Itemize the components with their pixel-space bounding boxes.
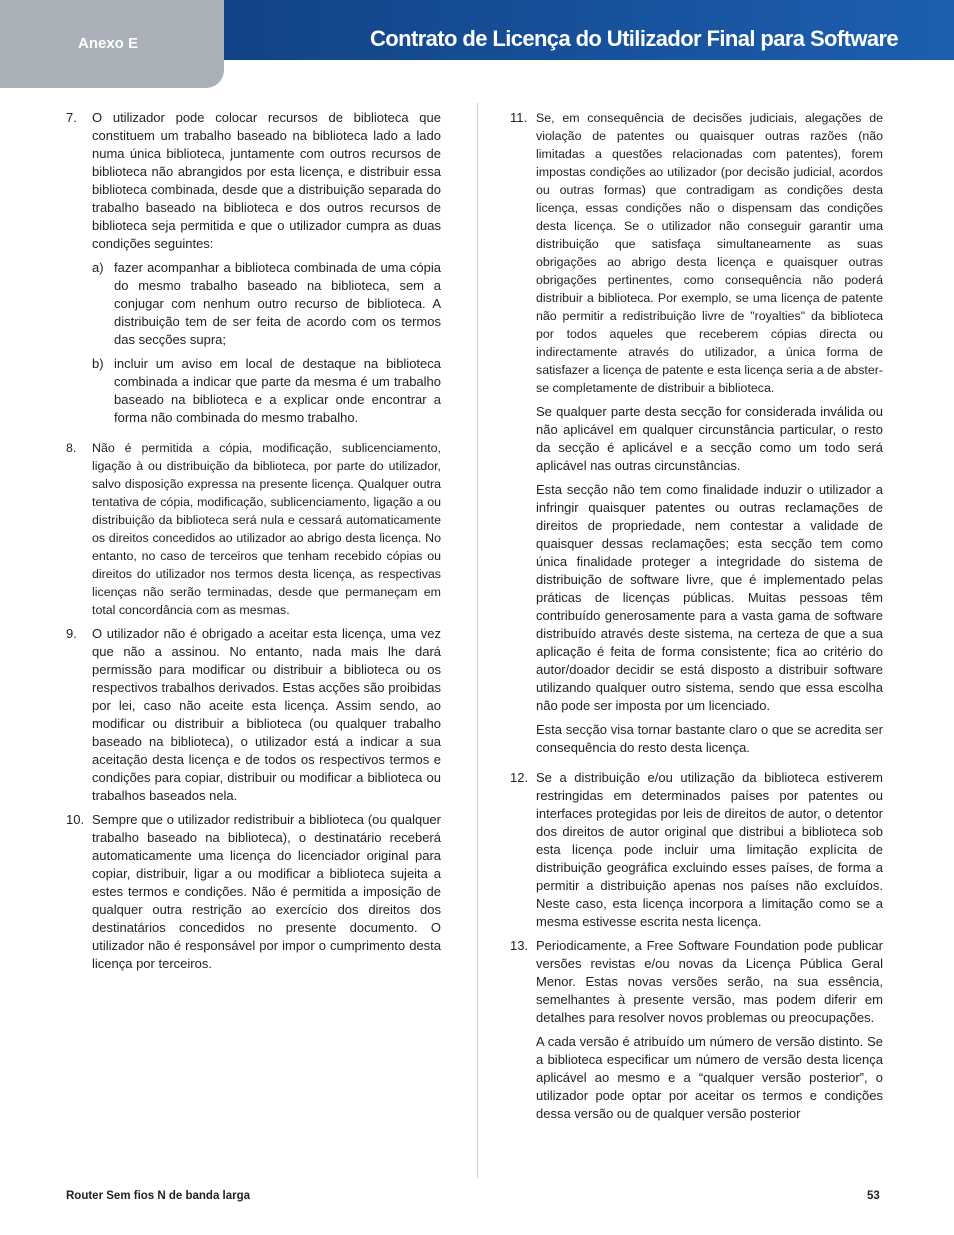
sub-item-b: [92, 355, 441, 427]
column-divider: [477, 103, 478, 1178]
item-number: 11.: [510, 110, 528, 125]
sub-item-text: fazer acompanhar a biblioteca combinada de uma cópia do mesmo trabalho baseado na biblioteca, sem a conjugar com nenhum outro recurso de biblioteca. A distribuição tem de ser feita de acordo com os termos das secções supra;: [114, 260, 441, 347]
item-paragraph: Se qualquer parte desta secção for considerada inválida ou não aplicável em qualquer circunstância particular, o resto da secção é aplicável e a secção como um todo será aplicável nas outras circunstâncias.: [536, 404, 883, 473]
item-number: 7.: [66, 110, 77, 125]
footer-page-number: 53: [867, 1190, 880, 1202]
list-item-11: [510, 109, 883, 763]
annex-label: Anexo E: [78, 35, 139, 52]
item-number: 9.: [66, 626, 77, 641]
item-paragraph: Se, em consequência de decisões judiciais, alegações de violação de patentes ou quaisquer outras razões (não limitadas a questões relacionadas com patentes), forem impostas condições ao utilizador (por decisão judicial, acordos ou outras formas) que contradigam as condições desta licença, essas condições não o dispensam das condições desta licença. Se o utilizador não conseguir garantir uma distribuição que satisfaça simultaneamente as suas obrigações ao abrigo desta licença e quaisquer outras obrigações pertinentes, como consequência não poderá distribuir a biblioteca. Por exemplo, se uma licença de patente não permitir a redistribuição livre de "royalties" da biblioteca por todos aqueles que receberem cópias directa ou indirectamente através do utilizador, a única forma de satisfazer a licença de patente e esta licença seria a de abster-se completamente de distribuir a biblioteca.: [536, 111, 883, 395]
item-number: 13.: [510, 938, 529, 953]
sub-item-a: [92, 259, 441, 349]
item-number: 10.: [66, 812, 85, 827]
sub-item-text: incluir um aviso em local de destaque na biblioteca combinada a indicar que parte da mesma é um trabalho baseado na biblioteca e a explicar onde encontrar a forma não combinada do mesmo trabalho.: [114, 356, 441, 425]
sub-item-label: b): [92, 356, 104, 371]
item-paragraph: A cada versão é atribuído um número de versão distinto. Se a biblioteca especificar um número de versão desta licença aplicável ao mesmo e a “qualquer versão posterior”, o utilizador pode optar por aceitar os termos e condições dessa versão ou de qualquer versão posterior: [536, 1034, 883, 1121]
item-text: Se a distribuição e/ou utilização da biblioteca estiverem restringidas em determinados países por patentes ou interfaces protegidas por leis de direitos de autor, o detentor dos direitos de autor original que distribui a biblioteca sob esta licença pode incluir uma limitação explícita de distribuição geográfica excluindo esses países, de forma a permitir a distribuição apenas nos países não excluídos. Neste caso, esta licença incorpora a limitação como se a mesma estivesse escrita nesta licença.: [536, 770, 883, 929]
item-text: O utilizador não é obrigado a aceitar esta licença, uma vez que não a assinou. No entanto, nada mais lhe dará permissão para modificar ou distribuir a biblioteca ou os respectivos trabalhos derivados. Estas acções são proibidas por lei, caso não aceite esta licença. Assim sendo, ao modificar ou distribuir a biblioteca (ou qualquer trabalho baseado na biblioteca), o utilizador está a indicar a sua aceitação desta licença e de todos os respectivos termos e condições para copiar, distribuir ou modificar a biblioteca ou trabalhos baseados nela.: [92, 626, 441, 803]
item-paragraph: Periodicamente, a Free Software Foundation pode publicar versões revistas e/ou novas da Licença Pública Geral Menor. Estas novas versões serão, na sua essência, semelhantes à presente versão, mas podem diferir em detalhes para resolver novos problemas ou preocupações.: [536, 938, 883, 1025]
list-item-13: [510, 937, 883, 1129]
list-item-10: [66, 811, 441, 973]
item-paragraph: Esta secção não tem como finalidade induzir o utilizador a infringir quaisquer patentes ou outras reclamações de direitos de propriedade, nem contestar a validade de quaisquer dessas reclamações; esta secção tem como única finalidade proteger a integridade do sistema de distribuição de software livre, que é implementado pelas práticas de licenças públicas. Muitas pessoas têm contribuído generosamente para a vasta gama de software distribuído através deste sistema, na certeza de que a sua aplicação é feita de forma consistente; fica ao critério do autor/doador decidir se está disposto a distribuir software utilizando qualquer outro sistema, sendo que essa escolha não pode ser imposta por um licenciado.: [536, 482, 883, 713]
sub-item-label: a): [92, 260, 104, 275]
item-text: Sempre que o utilizador redistribuir a biblioteca (ou qualquer trabalho baseado na biblioteca), o destinatário receberá automaticamente uma licença do licenciador original para copiar, distribuir, ligar a ou modificar a biblioteca sujeita a estes termos e condições. Não é permitida a imposição de qualquer outra restrição ao exercício dos direitos dos destinatários concedidos no presente documento. O utilizador não é responsável por impor o cumprimento desta licença por terceiros.: [92, 812, 441, 971]
list-item-7: [66, 109, 441, 433]
item-text: O utilizador pode colocar recursos de biblioteca que constituem um trabalho baseado na biblioteca lado a lado numa única biblioteca, juntamente com outros recursos de biblioteca não abrangidos por esta licença, e distribuir essa biblioteca combinada, desde que a distribuição separada do trabalho baseado na biblioteca e dos outros recursos de biblioteca seja permitida e que o utilizador cumpra as duas condições seguintes:: [92, 110, 441, 251]
item-paragraph: Esta secção visa tornar bastante claro o que se acredita ser consequência do resto desta licença.: [536, 722, 883, 755]
item-number: 12.: [510, 770, 529, 785]
left-column: [66, 109, 441, 979]
list-item-9: [66, 625, 441, 805]
item-number: 8.: [66, 441, 77, 455]
right-column: [510, 109, 883, 1135]
item-text: Não é permitida a cópia, modificação, sublicenciamento, ligação à ou distribuição da biblioteca, por parte do utilizador, salvo disposição expressa na presente licença. Qualquer outra tentativa de cópia, modificação, sublicenciamento, ligação a ou distribuição da biblioteca será nula e cessará automaticamente os direitos concedidos ao utilizador ao abrigo desta licença. No entanto, no caso de terceiros que tenham recebido cópias ou direitos do utilizador nos termos desta licença, as respectivas licenças não serão terminadas, desde que permaneçam em total concordância com as mesmas.: [92, 441, 441, 617]
page-title: Contrato de Licença do Utilizador Final para Software: [370, 26, 899, 51]
list-item-12: [510, 769, 883, 931]
list-item-8: [66, 439, 441, 619]
footer-product-name: Router Sem fios N de banda larga: [66, 1190, 251, 1202]
